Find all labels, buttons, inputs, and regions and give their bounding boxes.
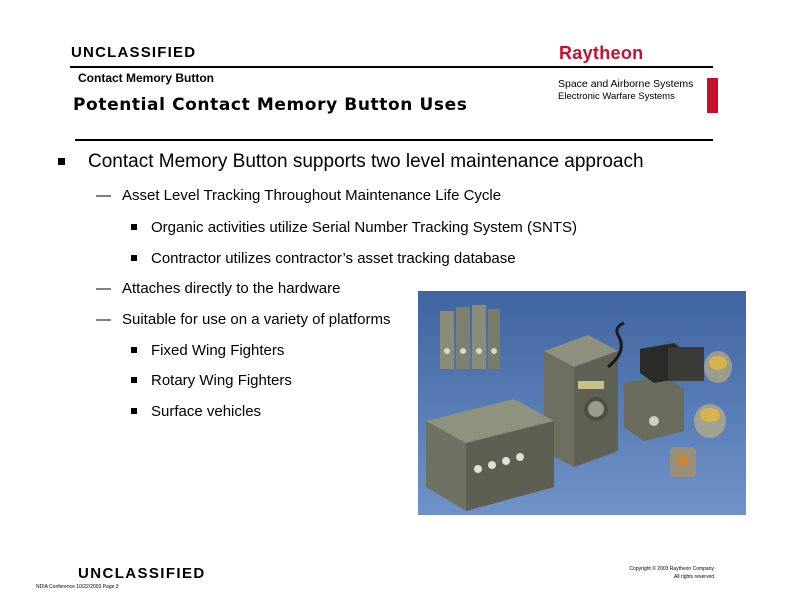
sub-item-rotary-wing: Rotary Wing Fighters	[151, 372, 292, 389]
org-line-2: Electronic Warfare Systems	[558, 91, 675, 102]
raytheon-logo: Raytheon	[559, 43, 644, 63]
footer-conference-note: NDIA Conference 10/22/2003 Page 3	[36, 584, 119, 590]
dash-marker: —	[96, 187, 111, 204]
brand-accent-bar	[707, 78, 718, 113]
sub-bullet-marker	[131, 377, 137, 383]
section-label: Contact Memory Button	[78, 71, 214, 85]
dash-item-text: Asset Level Tracking Throughout Maintenance Life Cycle	[122, 187, 502, 204]
sub-item-fixed-wing: Fixed Wing Fighters	[151, 342, 285, 359]
dash-marker: —	[96, 311, 111, 328]
sub-item-surface-vehicles: Surface vehicles	[151, 403, 262, 420]
dash-item-asset-tracking	[96, 187, 501, 204]
footer-rights: All rights reserved	[673, 574, 714, 580]
sub-bullet-marker	[131, 255, 137, 261]
dash-item-text: Suitable for use on a variety of platforms	[122, 311, 391, 328]
header-top-rule	[70, 66, 713, 68]
org-line-1: Space and Airborne Systems	[558, 78, 694, 90]
header-bottom-rule	[75, 139, 713, 141]
sub-bullet-marker	[131, 224, 137, 230]
hardware-photo	[418, 291, 746, 515]
main-bullet-marker	[58, 158, 65, 165]
footer-copyright: Copyright © 2003 Raytheon Company	[629, 566, 714, 572]
header-classification: UNCLASSIFIED	[71, 44, 197, 61]
sub-bullet-marker	[131, 347, 137, 353]
page-title: Potential Contact Memory Button Uses	[73, 95, 468, 115]
main-bullet-text: Contact Memory Button supports two level maintenance approach	[88, 151, 644, 172]
dash-item-platforms	[96, 311, 390, 328]
sub-item-snts: Organic activities utilize Serial Number Tracking System (SNTS)	[151, 219, 577, 236]
footer-classification: UNCLASSIFIED	[78, 565, 206, 582]
dash-item-attaches	[96, 280, 340, 297]
sub-item-contractor-db: Contractor utilizes contractor’s asset tracking database	[151, 250, 516, 267]
dash-marker: —	[96, 280, 111, 297]
dash-item-text: Attaches directly to the hardware	[122, 280, 341, 297]
sub-bullet-marker	[131, 408, 137, 414]
